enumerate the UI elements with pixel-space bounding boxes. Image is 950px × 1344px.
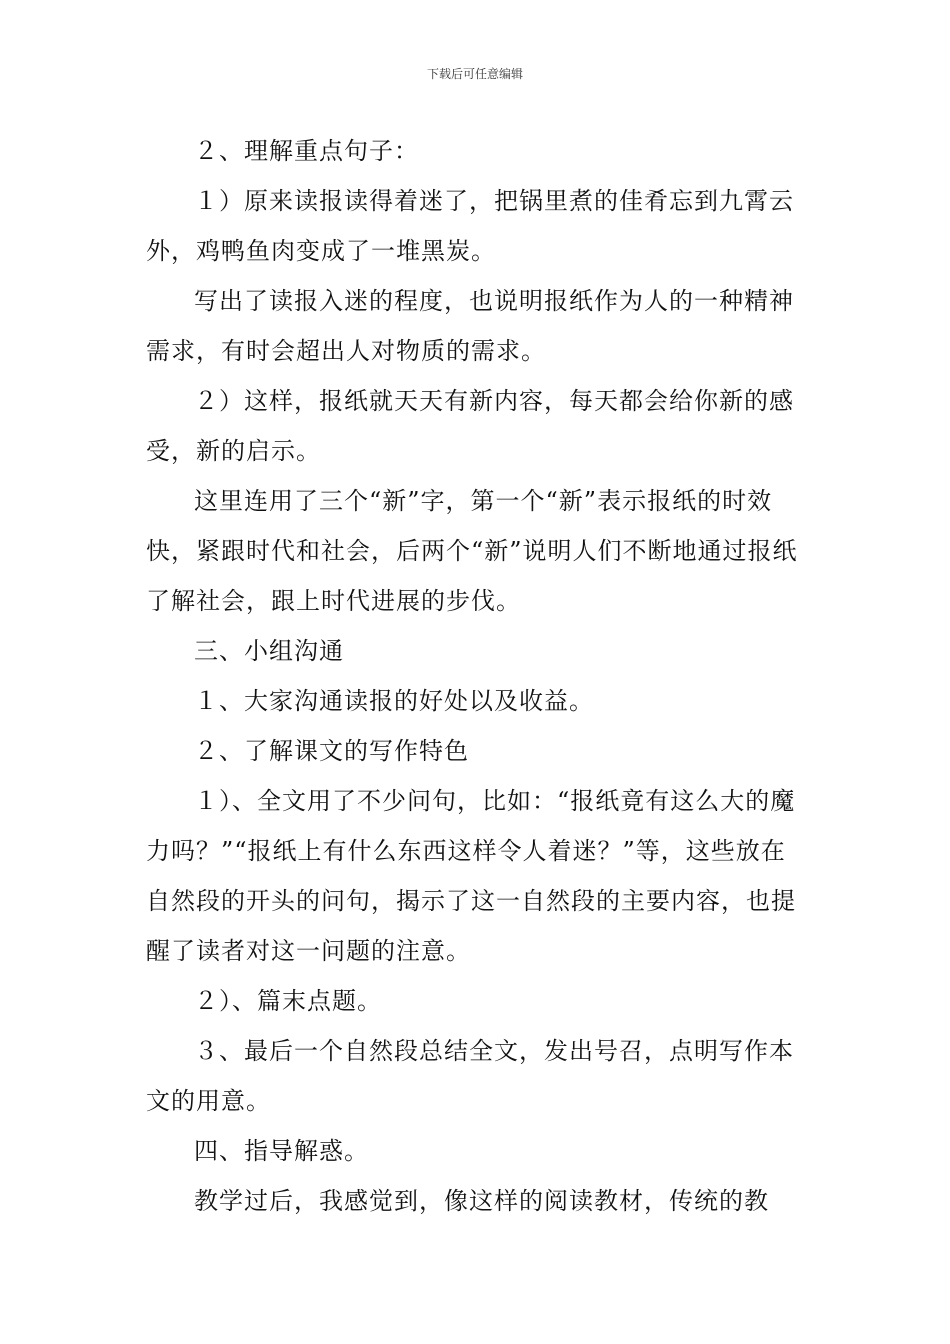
paragraph-questions-feature: １）、全文用了不少问句，比如：“报纸竟有这么大的魔力吗？”“报纸上有什么东西这样令人着迷？”等，这些放在自然段的开头的问句，揭示了这一自然段的主要内容，也提醒了读者对这一问题的注意。 bbox=[146, 787, 796, 965]
page-header: 下载后可任意编辑 bbox=[426, 67, 523, 81]
paragraph-sentence-2-analysis: 这里连用了三个“新”字，第一个“新”表示报纸的时效快，紧跟时代和社会，后两个“新”说明人们不断地通过报纸了解社会，跟上时代进展的步伐。 bbox=[146, 487, 798, 615]
section-heading-group-communication: 三、小组沟通 bbox=[194, 637, 344, 665]
section-heading-guidance: 四、指导解惑。 bbox=[194, 1137, 369, 1165]
document-body bbox=[146, 126, 810, 1226]
paragraph-writing-features: ２、了解课文的写作特色 bbox=[194, 737, 469, 765]
paragraph-teaching-reflection: 教学过后，我感觉到，像这样的阅读教材，传统的教 bbox=[194, 1187, 769, 1215]
paragraph-understand-key-sentences: ２、理解重点句子： bbox=[194, 137, 419, 165]
paragraph-sentence-2: ２）这样，报纸就天天有新内容，每天都会给你新的感受，新的启示。 bbox=[146, 387, 794, 465]
paragraph-sentence-1-analysis: 写出了读报入迷的程度，也说明报纸作为人的一种精神需求，有时会超出人对物质的需求。 bbox=[146, 287, 794, 365]
paragraph-reading-benefits: １、大家沟通读报的好处以及收益。 bbox=[194, 687, 594, 715]
paragraph-last-section-summary: ３、最后一个自然段总结全文，发出号召，点明写作本文的用意。 bbox=[146, 1037, 794, 1115]
paragraph-ending-theme: ２）、篇末点题。 bbox=[194, 987, 382, 1015]
paragraph-sentence-1: １）原来读报读得着迷了，把锅里煮的佳肴忘到九霄云外，鸡鸭鱼肉变成了一堆黑炭。 bbox=[146, 187, 794, 265]
